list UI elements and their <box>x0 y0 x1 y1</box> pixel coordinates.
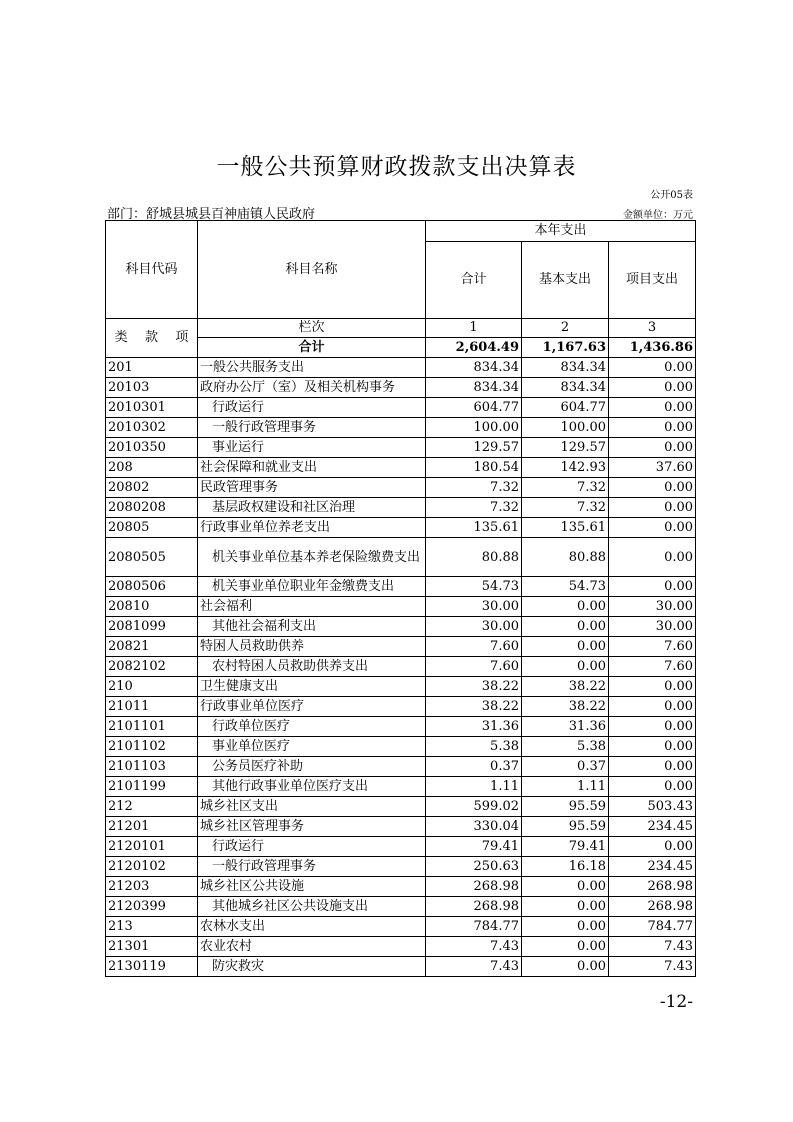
row-name: 社会福利 <box>198 597 426 617</box>
table-row <box>106 418 696 438</box>
table-row <box>106 538 696 577</box>
row-total: 129.57 <box>426 438 522 458</box>
header-col2: 2 <box>522 319 609 338</box>
row-code: 20821 <box>106 637 198 657</box>
row-project: 0.00 <box>609 697 696 717</box>
table-row <box>106 617 696 637</box>
row-project: 0.00 <box>609 777 696 797</box>
header-row-lanci <box>106 319 696 338</box>
row-basic: 834.34 <box>522 358 609 378</box>
row-basic: 0.00 <box>522 877 609 897</box>
row-basic: 129.57 <box>522 438 609 458</box>
row-basic: 95.59 <box>522 797 609 817</box>
row-basic: 604.77 <box>522 398 609 418</box>
row-code: 21203 <box>106 877 198 897</box>
table-row <box>106 957 696 977</box>
row-total: 7.32 <box>426 498 522 518</box>
header-subject-code: 科目代码 <box>106 221 198 319</box>
row-total: 54.73 <box>426 577 522 597</box>
row-name: 公务员医疗补助 <box>198 757 426 777</box>
row-code: 2120102 <box>106 857 198 877</box>
row-name: 农业农村 <box>198 937 426 957</box>
row-name: 机关事业单位职业年金缴费支出 <box>198 577 426 597</box>
row-name: 政府办公厅（室）及相关机构事务 <box>198 378 426 398</box>
row-total: 38.22 <box>426 677 522 697</box>
header-kuan: 款 <box>144 330 158 345</box>
row-project: 0.00 <box>609 398 696 418</box>
table-row <box>106 657 696 677</box>
row-project: 7.60 <box>609 637 696 657</box>
form-number: 公开05表 <box>650 190 693 201</box>
row-project: 0.00 <box>609 438 696 458</box>
row-total: 268.98 <box>426 877 522 897</box>
row-name: 一般行政管理事务 <box>198 857 426 877</box>
row-name: 社会保障和就业支出 <box>198 458 426 478</box>
row-project: 0.00 <box>609 677 696 697</box>
table-row <box>106 577 696 597</box>
row-total: 7.43 <box>426 957 522 977</box>
row-basic: 0.00 <box>522 617 609 637</box>
header-col3: 3 <box>609 319 696 338</box>
row-total: 7.43 <box>426 937 522 957</box>
row-basic: 0.00 <box>522 657 609 677</box>
row-basic: 31.36 <box>522 717 609 737</box>
header-lei: 类 <box>114 330 128 345</box>
row-total: 100.00 <box>426 418 522 438</box>
department-label: 部门：舒城县城县百神庙镇人民政府 <box>107 207 316 222</box>
amount-unit-label: 金额单位：万元 <box>623 210 693 221</box>
row-code: 2120399 <box>106 897 198 917</box>
row-total: 1.11 <box>426 777 522 797</box>
row-project: 0.00 <box>609 378 696 398</box>
expenditure-table <box>105 220 696 977</box>
table-row <box>106 637 696 657</box>
row-total: 38.22 <box>426 697 522 717</box>
row-code: 213 <box>106 917 198 937</box>
row-basic: 0.00 <box>522 937 609 957</box>
row-project: 30.00 <box>609 617 696 637</box>
header-total: 合计 <box>426 242 522 319</box>
row-project: 0.00 <box>609 577 696 597</box>
row-project: 0.00 <box>609 498 696 518</box>
row-code: 21201 <box>106 817 198 837</box>
table-row <box>106 398 696 418</box>
row-code: 2101102 <box>106 737 198 757</box>
row-basic: 834.34 <box>522 378 609 398</box>
header-col1: 1 <box>426 319 522 338</box>
table-row <box>106 757 696 777</box>
row-project: 0.00 <box>609 757 696 777</box>
table-row <box>106 797 696 817</box>
row-project: 0.00 <box>609 478 696 498</box>
row-total: 0.37 <box>426 757 522 777</box>
row-name: 一般行政管理事务 <box>198 418 426 438</box>
table-row <box>106 897 696 917</box>
page-title: 一般公共预算财政拨款支出决算表 <box>216 154 577 180</box>
row-name: 特困人员救助供养 <box>198 637 426 657</box>
row-code: 210 <box>106 677 198 697</box>
row-code: 2081099 <box>106 617 198 637</box>
row-total: 599.02 <box>426 797 522 817</box>
row-project: 0.00 <box>609 837 696 857</box>
row-basic: 5.38 <box>522 737 609 757</box>
row-basic: 38.22 <box>522 697 609 717</box>
row-total: 7.60 <box>426 637 522 657</box>
table-row <box>106 697 696 717</box>
row-total: 784.77 <box>426 917 522 937</box>
table-row <box>106 478 696 498</box>
row-project: 30.00 <box>609 597 696 617</box>
row-code: 2120101 <box>106 837 198 857</box>
table-row <box>106 518 696 538</box>
table-row <box>106 937 696 957</box>
row-name: 农村特困人员救助供养支出 <box>198 657 426 677</box>
row-code: 2010301 <box>106 398 198 418</box>
row-project: 784.77 <box>609 917 696 937</box>
page-number: -12- <box>659 992 693 1012</box>
header-current-year: 本年支出 <box>426 221 696 242</box>
row-code: 2101199 <box>106 777 198 797</box>
row-project: 7.43 <box>609 937 696 957</box>
row-name: 城乡社区管理事务 <box>198 817 426 837</box>
row-total: 834.34 <box>426 358 522 378</box>
row-total: 30.00 <box>426 617 522 637</box>
row-code: 21011 <box>106 697 198 717</box>
row-name: 农林水支出 <box>198 917 426 937</box>
total-basic: 1,167.63 <box>522 338 609 358</box>
row-basic: 1.11 <box>522 777 609 797</box>
row-total: 135.61 <box>426 518 522 538</box>
row-code: 20810 <box>106 597 198 617</box>
table-row <box>106 777 696 797</box>
table-row <box>106 817 696 837</box>
row-total: 180.54 <box>426 458 522 478</box>
row-name: 事业运行 <box>198 438 426 458</box>
row-code: 2080208 <box>106 498 198 518</box>
row-basic: 135.61 <box>522 518 609 538</box>
row-name: 其他社会福利支出 <box>198 617 426 637</box>
row-basic: 54.73 <box>522 577 609 597</box>
row-name: 民政管理事务 <box>198 478 426 498</box>
row-project: 0.00 <box>609 737 696 757</box>
row-name: 城乡社区公共设施 <box>198 877 426 897</box>
row-project: 268.98 <box>609 897 696 917</box>
row-project: 234.45 <box>609 857 696 877</box>
row-basic: 95.59 <box>522 817 609 837</box>
row-basic: 79.41 <box>522 837 609 857</box>
row-project: 234.45 <box>609 817 696 837</box>
header-lanci: 栏次 <box>198 319 426 338</box>
row-code: 21301 <box>106 937 198 957</box>
row-code: 20802 <box>106 478 198 498</box>
row-basic: 0.00 <box>522 917 609 937</box>
table-row <box>106 677 696 697</box>
row-code: 201 <box>106 358 198 378</box>
table-row <box>106 837 696 857</box>
row-code: 2101101 <box>106 717 198 737</box>
row-name: 事业单位医疗 <box>198 737 426 757</box>
row-name: 其他城乡社区公共设施支出 <box>198 897 426 917</box>
row-code: 2101103 <box>106 757 198 777</box>
row-total: 7.60 <box>426 657 522 677</box>
row-name: 城乡社区支出 <box>198 797 426 817</box>
table-row <box>106 498 696 518</box>
header-subject-name: 科目名称 <box>198 221 426 319</box>
row-code: 2080505 <box>106 538 198 577</box>
row-project: 7.60 <box>609 657 696 677</box>
row-total: 268.98 <box>426 897 522 917</box>
row-total: 31.36 <box>426 717 522 737</box>
row-name: 机关事业单位基本养老保险缴费支出 <box>198 538 426 577</box>
row-project: 503.43 <box>609 797 696 817</box>
header-project: 项目支出 <box>609 242 696 319</box>
total-project: 1,436.86 <box>609 338 696 358</box>
table-row <box>106 737 696 757</box>
row-name: 行政单位医疗 <box>198 717 426 737</box>
row-name: 一般公共服务支出 <box>198 358 426 378</box>
row-code: 2010350 <box>106 438 198 458</box>
row-name: 行政事业单位养老支出 <box>198 518 426 538</box>
table-row <box>106 378 696 398</box>
row-name: 防灾救灾 <box>198 957 426 977</box>
row-project: 0.00 <box>609 538 696 577</box>
row-basic: 38.22 <box>522 677 609 697</box>
header-row-top <box>106 221 696 242</box>
row-name: 其他行政事业单位医疗支出 <box>198 777 426 797</box>
row-code: 212 <box>106 797 198 817</box>
row-basic: 0.00 <box>522 897 609 917</box>
row-basic: 142.93 <box>522 458 609 478</box>
row-total: 604.77 <box>426 398 522 418</box>
row-code: 20805 <box>106 518 198 538</box>
row-name: 行政运行 <box>198 837 426 857</box>
row-total: 330.04 <box>426 817 522 837</box>
header-level-labels <box>106 319 198 358</box>
row-code: 2010302 <box>106 418 198 438</box>
row-project: 0.00 <box>609 418 696 438</box>
row-name: 行政运行 <box>198 398 426 418</box>
row-project: 37.60 <box>609 458 696 478</box>
total-label: 合计 <box>198 338 426 358</box>
header-xiang: 项 <box>175 330 189 345</box>
row-basic: 16.18 <box>522 857 609 877</box>
table-row <box>106 717 696 737</box>
row-project: 0.00 <box>609 358 696 378</box>
row-project: 0.00 <box>609 518 696 538</box>
table-row <box>106 597 696 617</box>
row-basic: 7.32 <box>522 478 609 498</box>
row-total: 7.32 <box>426 478 522 498</box>
row-code: 2082102 <box>106 657 198 677</box>
row-code: 20103 <box>106 378 198 398</box>
table-row <box>106 358 696 378</box>
table-row <box>106 458 696 478</box>
table-row <box>106 877 696 897</box>
row-project: 7.43 <box>609 957 696 977</box>
total-amount: 2,604.49 <box>426 338 522 358</box>
row-code: 208 <box>106 458 198 478</box>
table-row <box>106 438 696 458</box>
table-row <box>106 857 696 877</box>
table-row <box>106 917 696 937</box>
row-project: 0.00 <box>609 717 696 737</box>
row-total: 80.88 <box>426 538 522 577</box>
row-code: 2080506 <box>106 577 198 597</box>
row-name: 卫生健康支出 <box>198 677 426 697</box>
row-basic: 100.00 <box>522 418 609 438</box>
row-total: 5.38 <box>426 737 522 757</box>
row-basic: 0.37 <box>522 757 609 777</box>
row-basic: 0.00 <box>522 637 609 657</box>
row-total: 79.41 <box>426 837 522 857</box>
row-basic: 0.00 <box>522 597 609 617</box>
row-basic: 80.88 <box>522 538 609 577</box>
row-total: 250.63 <box>426 857 522 877</box>
row-project: 268.98 <box>609 877 696 897</box>
row-total: 834.34 <box>426 378 522 398</box>
row-total: 30.00 <box>426 597 522 617</box>
row-code: 2130119 <box>106 957 198 977</box>
row-basic: 7.32 <box>522 498 609 518</box>
row-name: 行政事业单位医疗 <box>198 697 426 717</box>
row-name: 基层政权建设和社区治理 <box>198 498 426 518</box>
row-basic: 0.00 <box>522 957 609 977</box>
header-basic: 基本支出 <box>522 242 609 319</box>
